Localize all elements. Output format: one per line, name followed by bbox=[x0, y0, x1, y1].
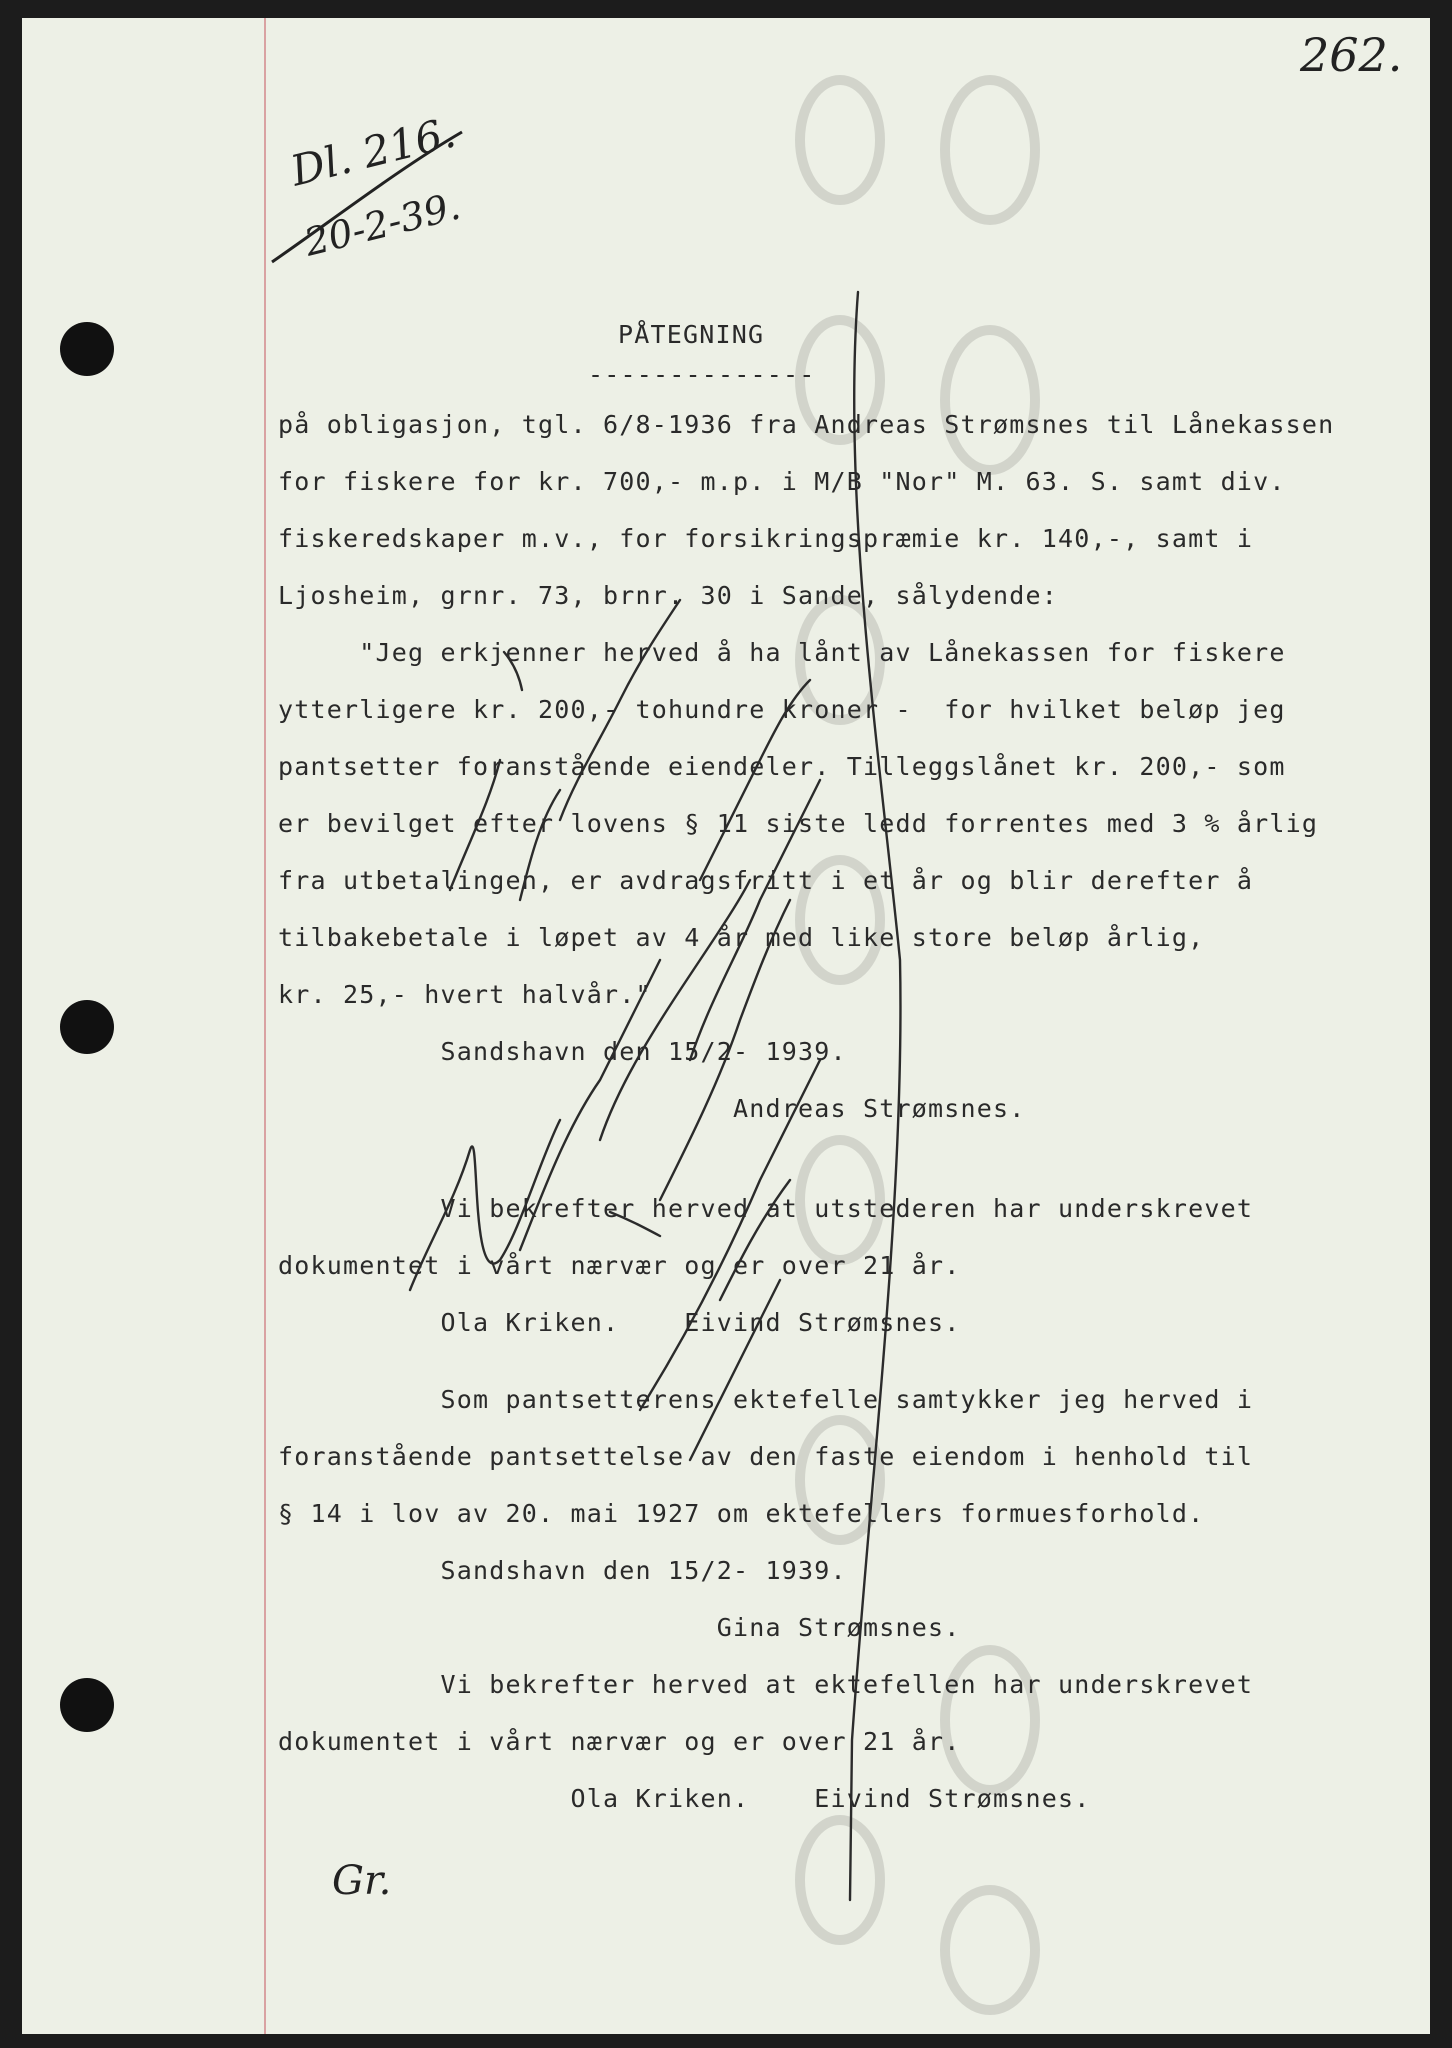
document-reference-date: 20-2-39. bbox=[300, 183, 465, 265]
witness-names-line: Ola Kriken. Eivind Strømsnes. bbox=[278, 1784, 1091, 1813]
clerk-initials: Gr. bbox=[332, 1858, 392, 1904]
punch-hole-top bbox=[60, 322, 114, 376]
consent-line: Som pantsetterens ektefelle samtykker jeg herved i bbox=[278, 1385, 1254, 1414]
page-number: 262. bbox=[1300, 28, 1403, 82]
archive-watermark bbox=[760, 20, 1090, 2020]
scan-border-top bbox=[0, 0, 1452, 18]
witness-statement-line: Vi bekrefter herved at utstederen har underskrevet bbox=[278, 1194, 1254, 1223]
witness-statement-line: dokumentet i vårt nærvær og er over 21 år. bbox=[278, 1251, 961, 1280]
consent-line: § 14 i lov av 20. mai 1927 om ektefellers formuesforhold. bbox=[278, 1499, 1205, 1528]
document-heading: PÅTEGNING bbox=[618, 320, 765, 349]
punch-hole-middle bbox=[60, 1000, 114, 1054]
scan-border-bottom bbox=[0, 2034, 1452, 2048]
body-line: tilbakebetale i løpet av 4 år med like store beløp årlig, bbox=[278, 923, 1205, 952]
body-line: fiskeredskaper m.v., for forsikringspræmie kr. 140,-, samt i bbox=[278, 524, 1254, 553]
signature-line: Andreas Strømsnes. bbox=[278, 1094, 1026, 1123]
witness-statement-line: Vi bekrefter herved at ektefellen har underskrevet bbox=[278, 1670, 1254, 1699]
margin-line bbox=[264, 18, 266, 2034]
body-line: "Jeg erkjenner herved å ha lånt av Lånekassen for fiskere bbox=[278, 638, 1286, 667]
body-line: Ljosheim, grnr. 73, brnr. 30 i Sande, sålydende: bbox=[278, 581, 1059, 610]
heading-underline: -------------- bbox=[588, 360, 816, 389]
body-line: er bevilget efter lovens § 11 siste ledd forrentes med 3 % årlig bbox=[278, 809, 1319, 838]
body-line: for fiskere for kr. 700,- m.p. i M/B "Nor" M. 63. S. samt div. bbox=[278, 467, 1286, 496]
scan-border-left bbox=[0, 0, 22, 2048]
witness-statement-line: dokumentet i vårt nærvær og er over 21 år. bbox=[278, 1727, 961, 1756]
signature-line: Gina Strømsnes. bbox=[278, 1613, 961, 1642]
witness-names-line: Ola Kriken. Eivind Strømsnes. bbox=[278, 1308, 961, 1337]
scan-border-right bbox=[1430, 0, 1452, 2048]
punch-hole-bottom bbox=[60, 1678, 114, 1732]
body-line: kr. 25,- hvert halvår." bbox=[278, 980, 652, 1009]
body-line: pantsetter foranstående eiendeler. Tilleggslånet kr. 200,- som bbox=[278, 752, 1286, 781]
body-line: ytterligere kr. 200,- tohundre kroner - for hvilket beløp jeg bbox=[278, 695, 1286, 724]
place-date-line: Sandshavn den 15/2- 1939. bbox=[278, 1556, 847, 1585]
body-line: fra utbetalingen, er avdragsfritt i et år og blir derefter å bbox=[278, 866, 1254, 895]
consent-line: foranstående pantsettelse av den faste eiendom i henhold til bbox=[278, 1442, 1254, 1471]
place-date-line: Sandshavn den 15/2- 1939. bbox=[278, 1037, 847, 1066]
document-reference-number: Dl. 216. bbox=[286, 107, 461, 196]
body-line: på obligasjon, tgl. 6/8-1936 fra Andreas Strømsnes til Lånekassen bbox=[278, 410, 1335, 439]
